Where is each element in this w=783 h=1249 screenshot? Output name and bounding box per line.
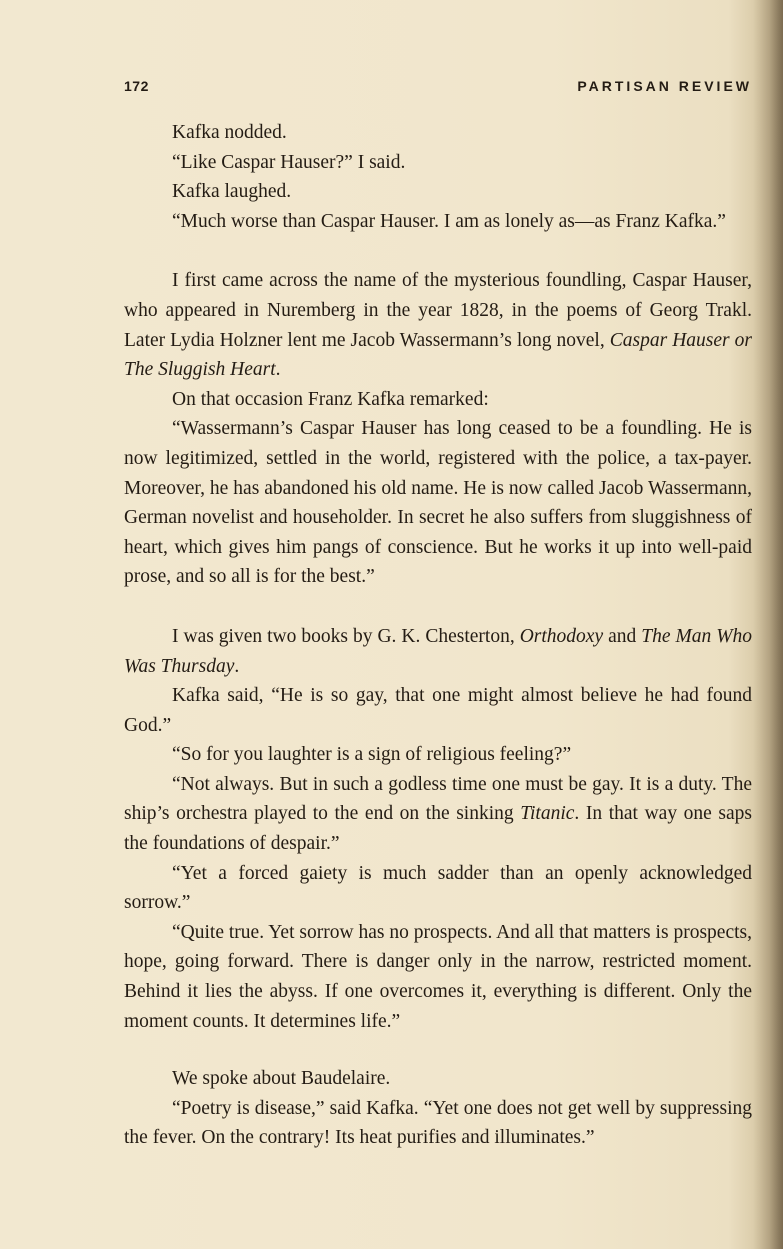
paragraph: “Much worse than Caspar Hauser. I am as lonely as—as Franz Kafka.” <box>172 210 726 232</box>
body-text <box>124 118 752 1153</box>
paragraph: I was given two books by G. K. Chesterton, Orthodoxy and The Man Who Was Thursday. <box>124 625 752 677</box>
section-break <box>124 592 752 622</box>
paragraph: “Quite true. Yet sorrow has no prospects. And all that matters is prospects, hope, going forward. There is danger only in the narrow, restricted moment. Behind it lies the abyss. If one overcomes it, everything is different. Only the moment counts. It determines life.” <box>124 921 752 1032</box>
section-break <box>124 236 752 266</box>
book-title: Caspar Hauser or The Sluggish Heart <box>124 329 752 381</box>
paragraph: We spoke about Baudelaire. <box>172 1068 391 1090</box>
page-number: 172 <box>124 78 149 94</box>
paragraph: “Poetry is disease,” said Kafka. “Yet one does not get well by suppressing the fever. On the contrary! Its heat purifies and illuminates.” <box>124 1097 752 1149</box>
paragraph: Kafka nodded. <box>172 122 287 143</box>
paragraph: Kafka laughed. <box>172 181 292 203</box>
paragraph: Kafka said, “He is so gay, that one might almost believe he had found God.” <box>124 685 752 736</box>
paragraph: “So for you laughter is a sign of religious feeling?” <box>172 744 572 766</box>
book-title: Orthodoxy <box>519 625 604 647</box>
paragraph: I first came across the name of the mysterious foundling, Caspar Hauser, who appeared in Nuremberg in the year 1828, in the poems of Georg Trakl. Later Lydia Holzner lent me Jacob Wassermann’s long novel, Caspar Hauser or The Sluggish Heart. <box>124 270 752 381</box>
book-title: The Man Who Was Thursday <box>124 625 752 677</box>
paragraph: “Not always. But in such a godless time one must be gay. It is a duty. The ship’s orchestra played to the end on the sinking Titanic. In that way one saps the foundations of despair.” <box>124 773 752 855</box>
paragraph: “Yet a forced gaiety is much sadder than an openly acknowledged sorrow.” <box>124 862 752 914</box>
section-break <box>124 1036 752 1064</box>
ship-name: Titanic <box>520 803 575 825</box>
paragraph: “Like Caspar Hauser?” I said. <box>172 151 406 173</box>
paragraph: “Wassermann’s Caspar Hauser has long ceased to be a foundling. He is now legitimized, settled in the world, registered with the police, a tax-payer. Moreover, he has abandoned his old name. He is now called Jacob Wassermann, German novelist and householder. In secret he also suffers from sluggishness of heart, which gives him pangs of conscience. But he works it up into well-paid prose, and so all is for the best.” <box>124 418 752 588</box>
paragraph: On that occasion Franz Kafka remarked: <box>172 388 489 410</box>
page-header <box>124 78 752 100</box>
book-spine-shadow <box>753 0 783 1249</box>
running-head: PARTISAN REVIEW <box>577 78 752 94</box>
